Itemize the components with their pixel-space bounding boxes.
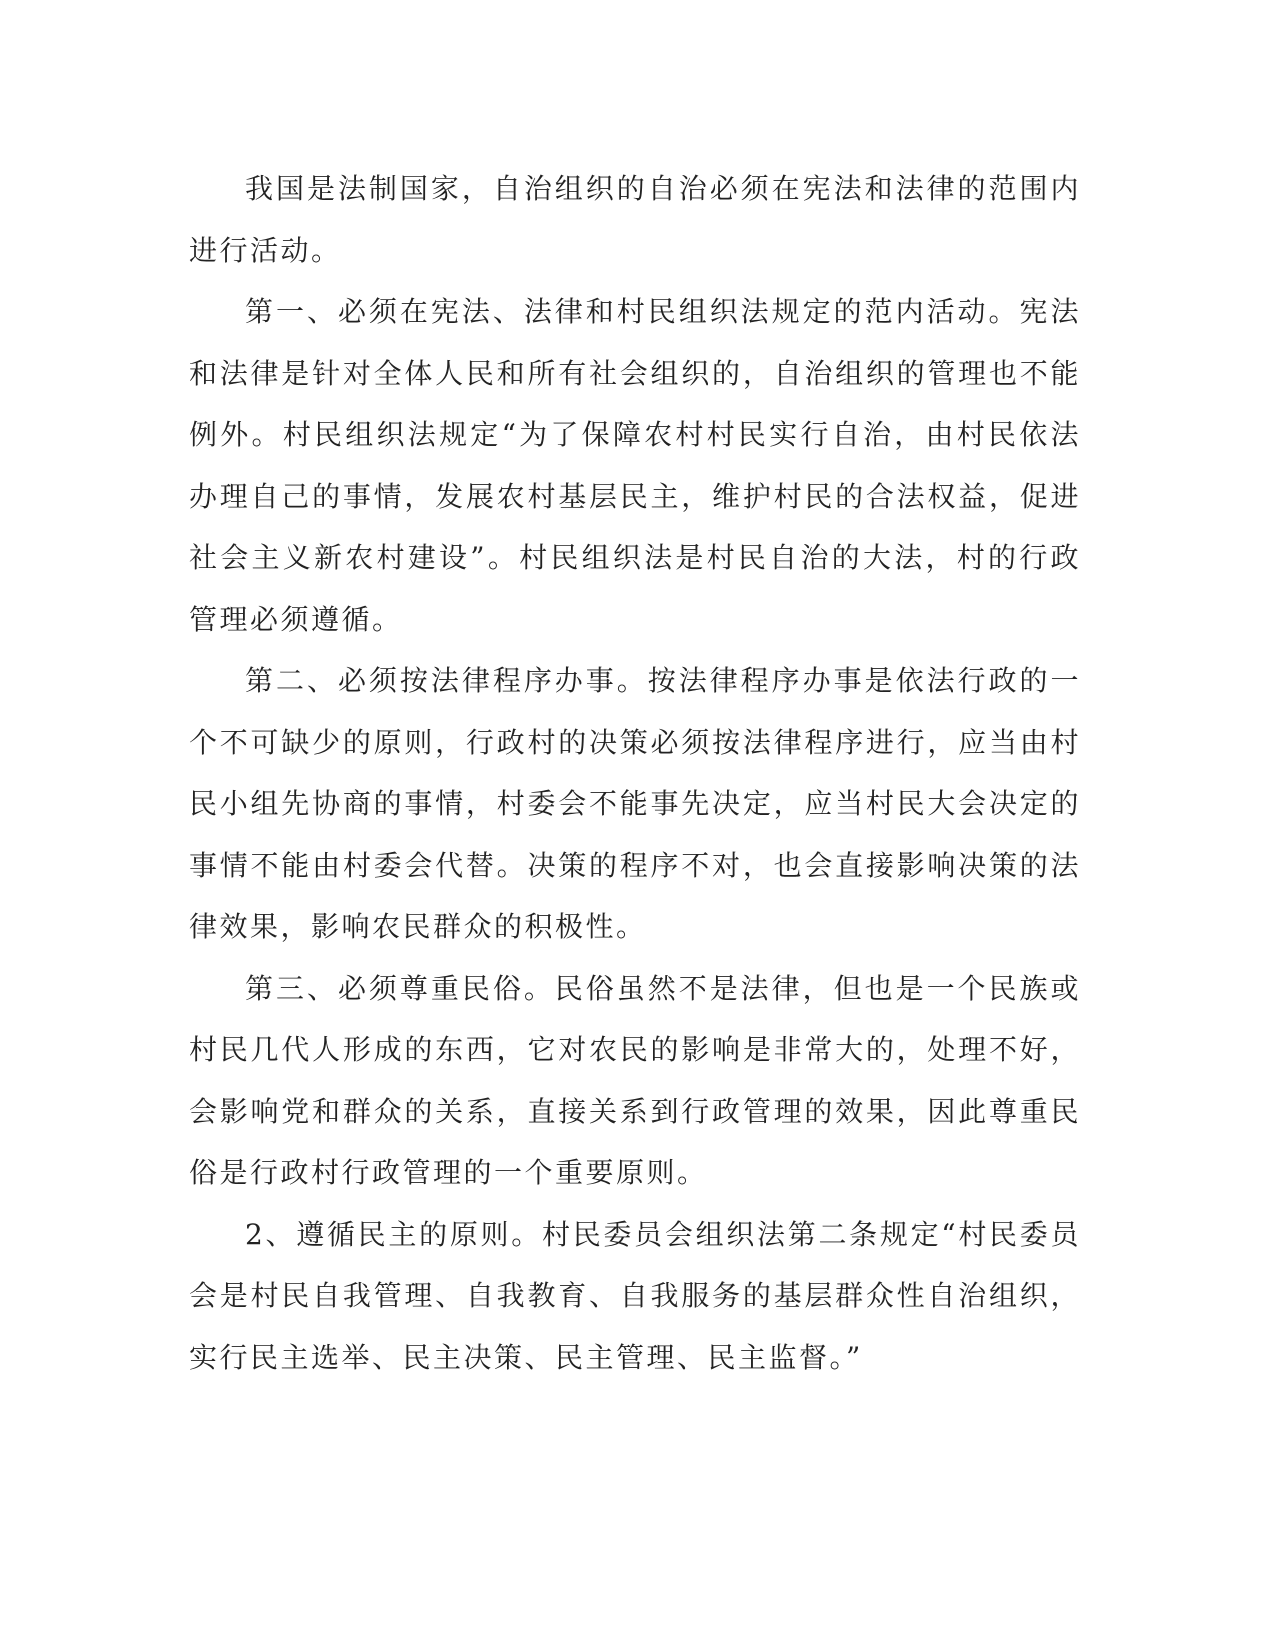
document-body: [189, 158, 1081, 1388]
paragraph-point-one: 第一、必须在宪法、法律和村民组织法规定的范内活动。宪法和法律是针对全体人民和所有社会组织的，自治组织的管理也不能例外。村民组织法规定“为了保障农村村民实行自治，由村民依法办理自己的事情，发展农村基层民主，维护村民的合法权益，促进社会主义新农村建设”。村民组织法是村民自治的大法，村的行政管理必须遵循。: [189, 295, 1081, 636]
paragraph-point-two: 第二、必须按法律程序办事。按法律程序办事是依法行政的一个不可缺少的原则，行政村的决策必须按法律程序进行，应当由村民小组先协商的事情，村委会不能事先决定，应当村民大会决定的事情不能由村委会代替。决策的程序不对，也会直接影响决策的法律效果，影响农民群众的积极性。: [189, 664, 1081, 943]
paragraph-democracy-principle: 2、遵循民主的原则。村民委员会组织法第二条规定“村民委员会是村民自我管理、自我教育、自我服务的基层群众性自治组织，实行民主选举、民主决策、民主管理、民主监督。”: [189, 1217, 1081, 1374]
paragraph-point-three: 第三、必须尊重民俗。民俗虽然不是法律，但也是一个民族或村民几代人形成的东西，它对农民的影响是非常大的，处理不好，会影响党和群众的关系，直接关系到行政管理的效果，因此尊重民俗是行政村行政管理的一个重要原则。: [189, 971, 1081, 1189]
paragraph-intro: 我国是法制国家，自治组织的自治必须在宪法和法律的范围内进行活动。: [189, 172, 1081, 267]
